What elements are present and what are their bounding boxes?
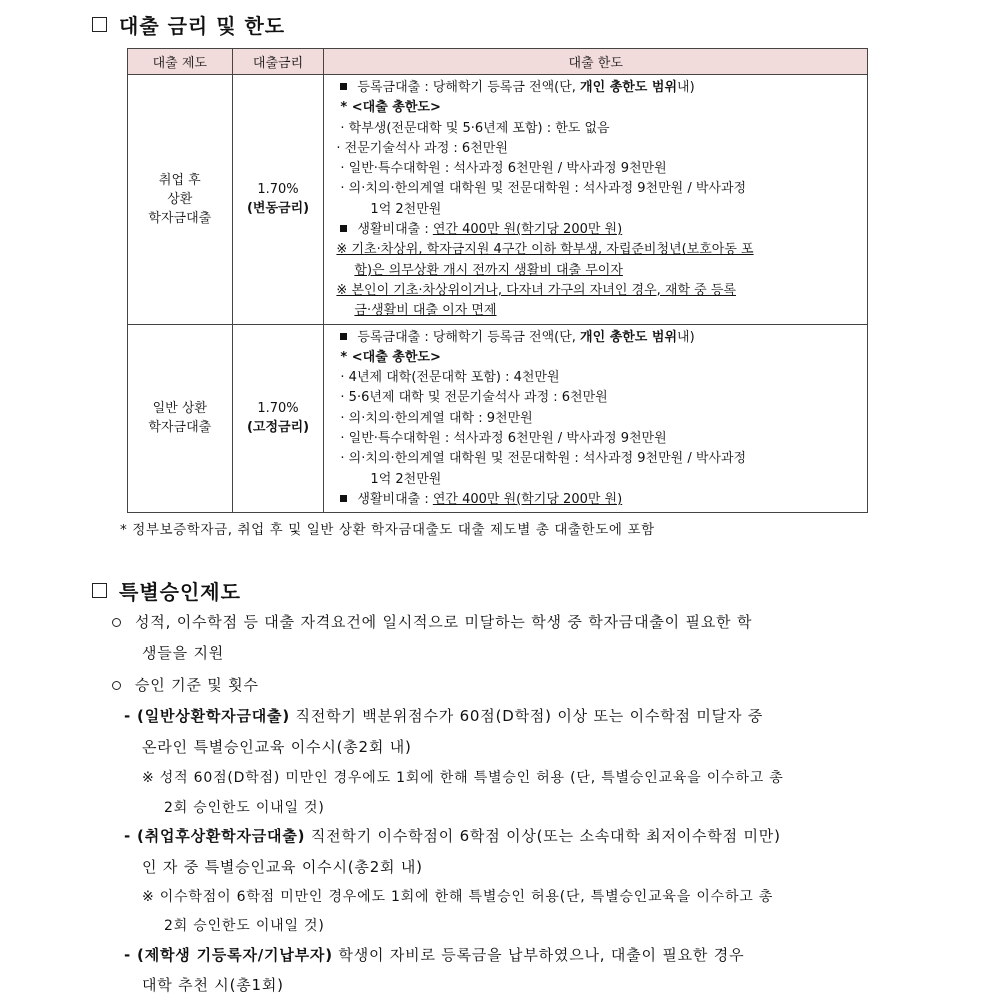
limit-line: · 5·6년제 대학 및 전문기술석사 과정 : 6천만원 <box>340 390 608 406</box>
square-bullet-icon <box>340 333 347 340</box>
total-limit-label: * <대출 총한도> <box>340 349 441 365</box>
system-line: 일반 상환 <box>152 401 207 417</box>
rate-value: 1.70% <box>257 182 299 198</box>
detail-label: - (일반상환학자금대출) <box>124 707 290 725</box>
note-text: 2회 승인한도 이내일 것) <box>164 800 325 816</box>
text: 등록금대출 : 당해학기 등록금 전액(단, <box>357 329 581 345</box>
text: 생활비대출 : <box>357 491 433 507</box>
system-cell <box>128 324 233 513</box>
section-title: 대출 금리 및 한도 <box>119 14 286 38</box>
total-limit-label: * <대출 총한도> <box>340 100 441 116</box>
table-row <box>128 324 868 513</box>
limit-line: · 일반·특수대학원 : 석사과정 6천만원 / 박사과정 9천만원 <box>340 161 667 177</box>
underlined-text: 연간 400만 원(학기당 200만 원) <box>432 222 623 238</box>
limit-line: · 4년제 대학(전문대학 포함) : 4천만원 <box>340 370 560 386</box>
square-bullet-icon <box>340 83 347 90</box>
limit-line: · 의·치의·한의계열 대학원 및 전문대학원 : 석사과정 9천만원 / 박사과정 <box>340 451 747 467</box>
underlined-text: 연간 400만 원(학기당 200만 원) <box>432 491 623 507</box>
detail-item <box>124 944 744 965</box>
system-line: 학자금대출 <box>148 210 212 226</box>
system-line: 상환 <box>167 191 193 207</box>
detail-item <box>124 705 763 726</box>
living-loan-line <box>336 490 859 510</box>
emphasis: 개인 총한도 범위 <box>580 329 678 345</box>
rate-type: (고정금리) <box>246 420 310 436</box>
checkbox-square-icon <box>92 583 107 598</box>
detail-label: - (제학생 기등록자/기납부자) <box>124 946 333 964</box>
rate-cell <box>232 324 324 513</box>
bullet-paragraph <box>112 611 752 632</box>
text: 내) <box>677 329 695 345</box>
text: 생활비대출 : <box>357 222 433 238</box>
table-row <box>128 75 868 325</box>
square-bullet-icon <box>340 495 347 502</box>
limit-line: · 학부생(전문대학 및 5·6년제 포함) : 한도 없음 <box>340 120 610 136</box>
limit-line: · 일반·특수대학원 : 석사과정 6천만원 / 박사과정 9천만원 <box>340 431 667 447</box>
table-footnote: * 정부보증학자금, 취업 후 및 일반 상환 학자금대출도 대출 제도별 총 대출한도에 포함 <box>120 522 655 538</box>
detail-text: 학생이 자비로 등록금을 납부하였으나, 대출이 필요한 경우 <box>332 946 745 964</box>
paragraph-text: 성적, 이수학점 등 대출 자격요건에 일시적으로 미달하는 학생 중 학자금대출이 필요한 학 <box>135 613 753 631</box>
text: 등록금대출 : 당해학기 등록금 전액(단, <box>357 80 581 95</box>
note-text: ※ 성적 60점(D학점) 미만인 경우에도 1회에 한해 특별승인 허용 (단, 특별승인교육을 이수하고 총 <box>142 770 784 786</box>
section-title: 특별승인제도 <box>119 580 241 604</box>
detail-item <box>124 825 781 846</box>
note-line: ※ 본인이 기초·차상위이거나, 다자녀 가구의 자녀인 경우, 재학 중 등록 <box>336 282 736 298</box>
section-heading-loan-rate <box>92 10 285 39</box>
tuition-loan-line <box>336 328 859 348</box>
emphasis: 개인 총한도 범위 <box>580 80 678 95</box>
paragraph-text: 생들을 지원 <box>142 644 225 662</box>
loan-table <box>127 48 868 513</box>
limit-cell <box>324 75 868 325</box>
table-header-row <box>128 49 868 75</box>
section-heading-special-approval <box>92 576 241 605</box>
bullet-paragraph <box>112 674 259 695</box>
limit-line: · 전문기술석사 과정 : 6천만원 <box>336 140 508 156</box>
detail-text: 인 자 중 특별승인교육 이수시(총2회 내) <box>142 858 423 876</box>
rate-type: (변동금리) <box>246 201 310 217</box>
limit-line: · 의·치의·한의계열 대학 : 9천만원 <box>340 410 533 426</box>
limit-line: · 의·치의·한의계열 대학원 및 전문대학원 : 석사과정 9천만원 / 박사과정 <box>340 181 747 197</box>
detail-label: - (취업후상환학자금대출) <box>124 827 306 845</box>
detail-text: 직전학기 백분위점수가 60점(D학점) 이상 또는 이수학점 미달자 중 <box>289 707 764 725</box>
system-line: 학자금대출 <box>148 420 212 436</box>
detail-text: 직전학기 이수학점이 6학점 이상(또는 소속대학 최저이수학점 미만) <box>305 827 781 845</box>
limit-line: 1억 2천만원 <box>370 471 442 487</box>
note-text: 2회 승인한도 이내일 것) <box>164 918 325 934</box>
limit-cell <box>324 324 868 513</box>
note-line: 함)은 의무상환 개시 전까지 생활비 대출 무이자 <box>354 262 623 278</box>
system-line: 취업 후 <box>158 172 201 188</box>
limit-line: 1억 2천만원 <box>370 201 442 217</box>
note-text: ※ 이수학점이 6학점 미만인 경우에도 1회에 한해 특별승인 허용(단, 특별승인교육을 이수하고 총 <box>142 889 774 905</box>
detail-text: 온라인 특별승인교육 이수시(총2회 내) <box>142 738 412 756</box>
checkbox-square-icon <box>92 17 107 32</box>
tuition-loan-line <box>336 78 859 98</box>
note-line: 금·생활비 대출 이자 면제 <box>354 303 497 319</box>
note-line: ※ 기초·차상위, 학자금지원 4구간 이하 학부생, 자립준비청년(보호아동 포 <box>336 242 754 258</box>
header-system: 대출 제도 <box>128 49 233 75</box>
text: 내) <box>677 80 695 95</box>
header-rate: 대출금리 <box>232 49 324 75</box>
rate-cell <box>232 75 324 325</box>
paragraph-text: 승인 기준 및 횟수 <box>135 676 259 694</box>
square-bullet-icon <box>340 225 347 232</box>
circle-bullet-icon <box>112 618 121 627</box>
detail-text: 대학 추천 시(총1회) <box>142 976 284 994</box>
circle-bullet-icon <box>112 681 121 690</box>
rate-value: 1.70% <box>257 401 299 417</box>
living-loan-line <box>336 220 859 240</box>
header-limit: 대출 한도 <box>324 49 868 75</box>
system-cell <box>128 75 233 325</box>
